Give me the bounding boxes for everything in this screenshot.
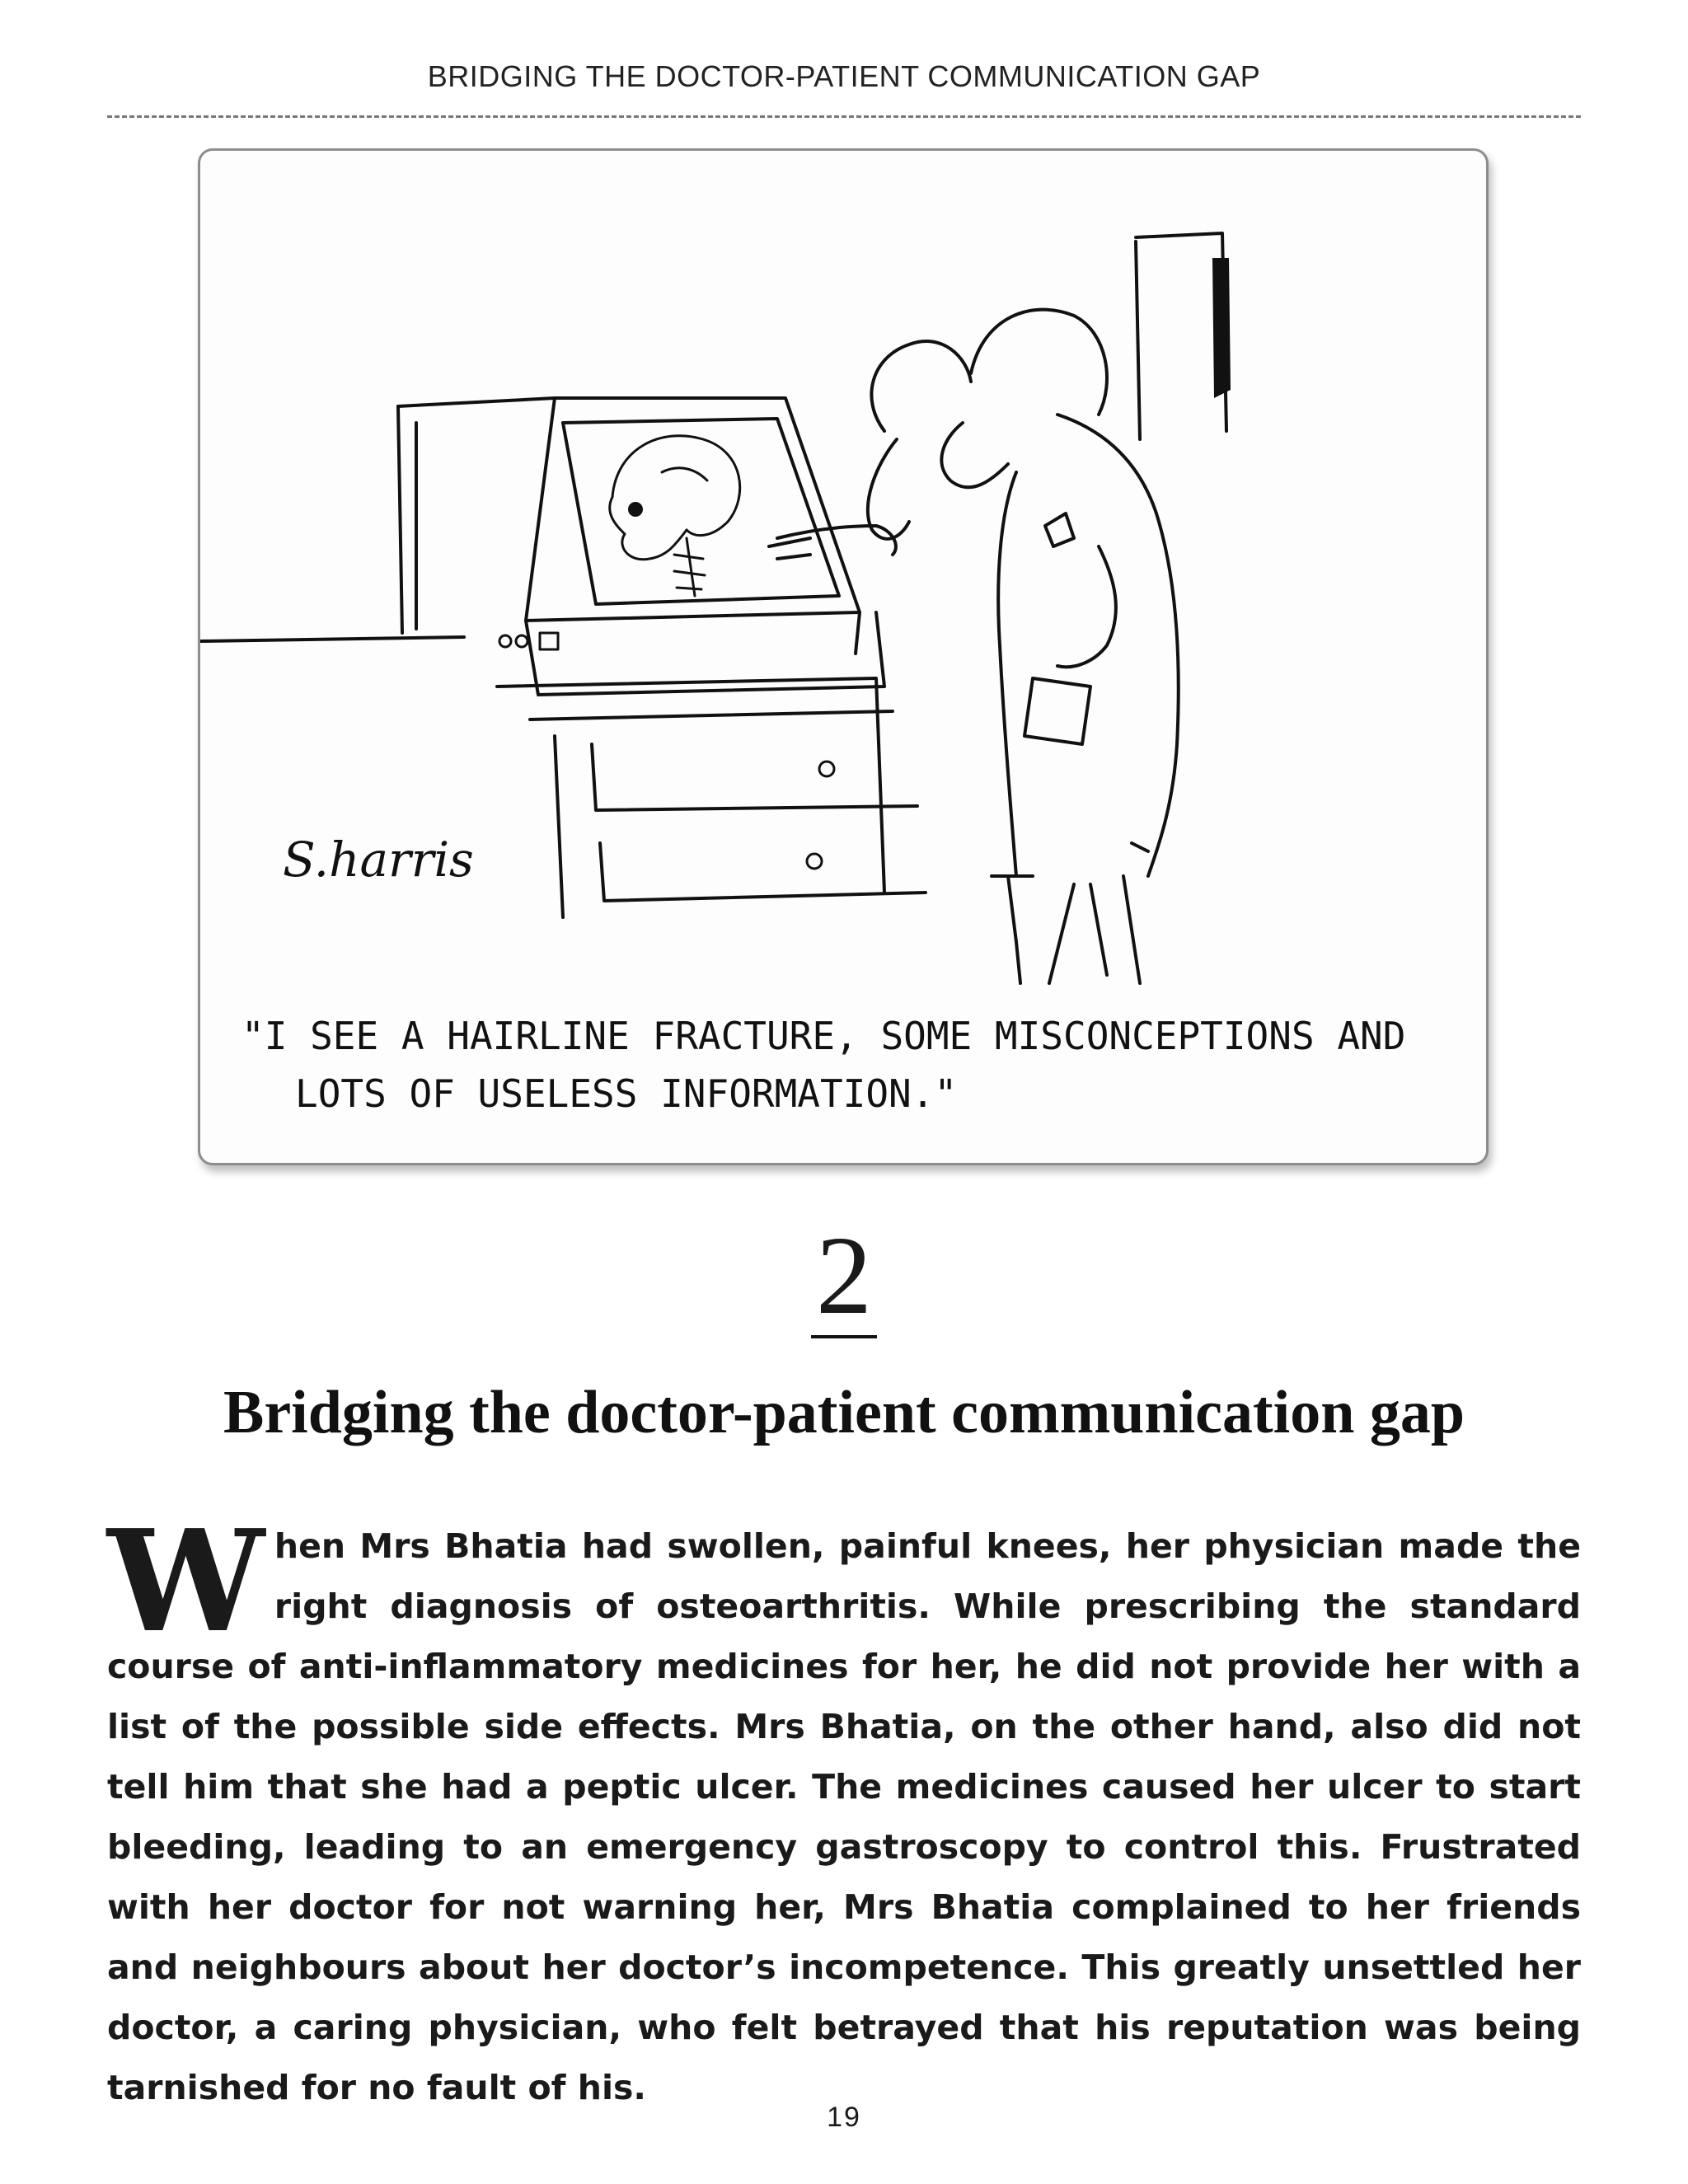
running-header: BRIDGING THE DOCTOR-PATIENT COMMUNICATION GAP [427,59,1261,93]
xray-viewer-drawing [398,398,884,695]
cartoon-drawing [200,151,1486,1163]
chapter-number [0,1214,1688,1338]
cartoon-caption-line-2: LOTS OF USELESS INFORMATION." [295,1071,958,1116]
cabinet-drawing [497,678,926,917]
page-number: 19 [827,2102,861,2133]
drop-cap: W [107,1499,265,1664]
doctors-drawing [769,310,1179,983]
paragraph-text: hen Mrs Bhatia had swollen, painful knees, her physician made the right diagnosis of osteoarthritis. While prescribing the standard course of anti-inflammatory medicines for her, he did not provide her with a list of the possible side effects. Mrs Bhatia, on the other hand, also did not tell him that she had a peptic ulcer. The medicines caused her ulcer to start bleeding, leading to an emergency gastroscopy to control this. Frustrated with her doctor for not warning her, Mrs Bhatia complained to her friends and neighbours about her doctor’s incompetence. This greatly unsettled her doctor, a caring physician, who felt betrayed that his reputation was being tarnished for no fault of his. [107,1526,1581,2107]
chapter-number-text: 2 [811,1220,877,1338]
cartoon-illustration [198,148,1489,1165]
counter-line [200,637,464,641]
header-divider [107,115,1581,118]
body-paragraph [107,1499,1581,2118]
cartoon-caption-line-1: "I SEE A HAIRLINE FRACTURE, SOME MISCONCEPTIONS AND [241,1014,1406,1058]
door-frame-drawing [1136,233,1231,439]
cartoonist-signature: S.harris [283,832,474,888]
chapter-title: Bridging the doctor-patient communication gap [223,1379,1465,1446]
